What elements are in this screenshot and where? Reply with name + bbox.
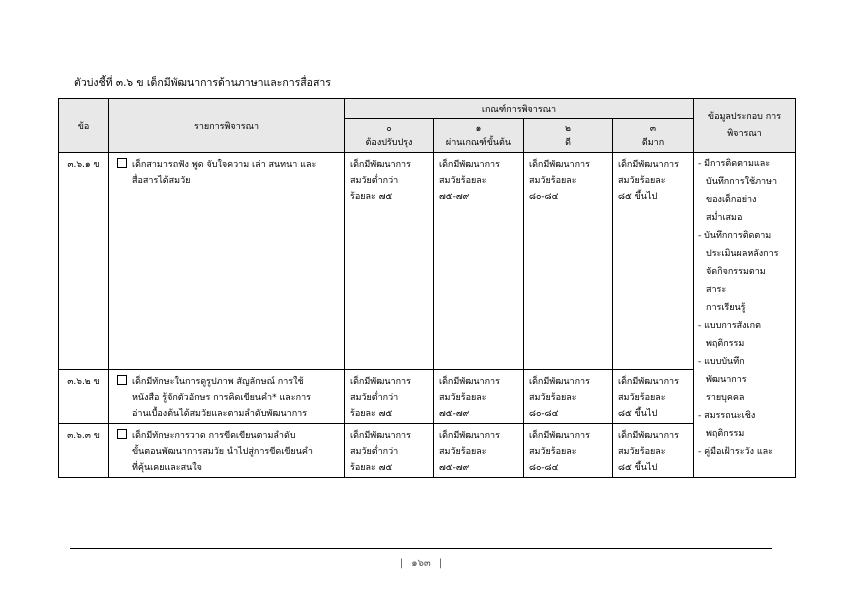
level-cell	[345, 153, 434, 370]
level-line: สมวัยต่ำกว่า	[350, 446, 399, 457]
level-line: สมวัยต่ำกว่า	[350, 392, 399, 403]
row-item	[109, 369, 345, 423]
level-score: ๓	[649, 123, 657, 134]
level-line: เด็กมีพัฒนาการ	[350, 430, 411, 441]
table-row	[59, 369, 796, 423]
level-cell	[524, 369, 613, 423]
level-line: ร้อยละ ๗๕	[350, 462, 393, 473]
note-line: รายบุคคล	[706, 393, 745, 404]
level-cell	[434, 423, 524, 477]
level-line: เด็กมีพัฒนาการ	[618, 430, 679, 441]
level-line: สมวัยร้อยละ	[439, 446, 487, 457]
level-cell	[434, 153, 524, 370]
level-label: ต้องปรับปรุง	[365, 137, 413, 148]
level-cell	[434, 369, 524, 423]
item-line: ที่คุ้นเคยและสนใจ	[132, 462, 202, 473]
level-line: ๗๕-๗๙	[439, 408, 470, 419]
note-line: สม่ำเสมอ	[706, 213, 743, 224]
level-line: ๘๕ ขึ้นไป	[618, 408, 658, 419]
row-code: ๓.๖.๑ ข	[59, 153, 109, 370]
level-line: เด็กมีพัฒนาการ	[618, 376, 679, 387]
level-score: ๑	[475, 123, 482, 134]
level-line: สมวัยร้อยละ	[439, 392, 487, 403]
level-line: เด็กมีพัฒนาการ	[439, 160, 500, 171]
level-line: สมวัยร้อยละ	[439, 176, 487, 187]
level-line: สมวัยร้อยละ	[529, 446, 577, 457]
level-line: สมวัยร้อยละ	[618, 176, 666, 187]
level-score: ๒	[565, 123, 571, 134]
note-line: สาระ	[706, 285, 727, 296]
page-number	[0, 556, 842, 571]
level-line: เด็กมีพัฒนาการ	[618, 160, 679, 171]
header-code: ข้อ	[59, 99, 109, 153]
level-cell	[345, 369, 434, 423]
note-line: - มีการติดตามและ	[698, 159, 771, 170]
item-line: ขั้นตอนพัฒนาการสมวัย นำไปสู่การขีดเขียนคำ	[132, 446, 313, 457]
level-line: ๗๕-๗๙	[439, 192, 470, 203]
row-item	[109, 153, 345, 370]
level-cell	[345, 423, 434, 477]
item-line: หนังสือ รู้จักตัวอักษร การคิดเขียนคำ* และการ	[132, 392, 311, 403]
item-line: เด็กสามารถฟัง พูด จับใจความ เล่า สนทนา และ	[132, 160, 317, 171]
item-line: สื่อสารได้สมวัย	[132, 176, 191, 187]
page-title: ตัวบ่งชี้ที่ ๓.๖ ข เด็กมีพัฒนาการด้านภาษาและการสื่อสาร	[74, 77, 331, 89]
row-code: ๓.๖.๒ ข	[59, 369, 109, 423]
level-label: ดี	[565, 137, 571, 148]
level-line: เด็กมีพัฒนาการ	[439, 376, 500, 387]
level-line: สมวัยร้อยละ	[618, 446, 666, 457]
level-line: สมวัยร้อยละ	[529, 176, 577, 187]
note-line: ของเด็กอย่าง	[706, 195, 757, 206]
header-item: รายการพิจารณา	[109, 99, 345, 153]
level-line: สมวัยร้อยละ	[618, 392, 666, 403]
header-level-3	[613, 119, 694, 153]
level-line: ๘๕ ขึ้นไป	[618, 462, 658, 473]
level-line: ๘๕ ขึ้นไป	[618, 192, 658, 203]
row-code: ๓.๖.๓ ข	[59, 423, 109, 477]
level-line: เด็กมีพัฒนาการ	[529, 376, 590, 387]
page-number-bar: |	[438, 558, 443, 569]
level-cell	[613, 369, 694, 423]
note-line: พฤติกรรม	[706, 339, 745, 350]
footer-divider	[70, 548, 772, 549]
header-notes: ข้อมูลประกอบ การพิจารณา	[694, 99, 796, 153]
header-criteria-group: เกณฑ์การพิจารณา	[345, 99, 694, 119]
level-score: ๐	[386, 123, 392, 134]
page-number-text: ๑๖๓	[411, 558, 431, 569]
note-line: - สมรรถนะเชิง	[698, 411, 756, 422]
item-line: เด็กมีทักษะในการดูรูปภาพ สัญลักษณ์ การใช้	[132, 376, 304, 387]
level-line: ๘๐-๘๔	[529, 408, 559, 419]
note-line: - คู่มือเฝ้าระวัง และ	[698, 447, 773, 458]
note-line: พัฒนาการ	[706, 375, 747, 386]
level-line: เด็กมีพัฒนาการ	[350, 376, 411, 387]
header-level-1	[434, 119, 524, 153]
notes-cell	[694, 153, 796, 478]
checkbox-icon[interactable]	[117, 158, 127, 168]
level-line: เด็กมีพัฒนาการ	[529, 160, 590, 171]
level-cell	[524, 153, 613, 370]
note-line: การเรียนรู้	[706, 303, 746, 314]
level-cell	[613, 153, 694, 370]
note-line: พฤติกรรม	[706, 429, 745, 440]
level-line: สมวัยต่ำกว่า	[350, 176, 399, 187]
item-line: อ่านเบื้องต้นได้สมวัยและตามลำดับพัฒนาการ	[132, 408, 308, 419]
page-number-bar: |	[399, 558, 404, 569]
note-line: ประเมินผลหลังการ	[706, 249, 779, 260]
level-line: เด็กมีพัฒนาการ	[529, 430, 590, 441]
table-row	[59, 423, 796, 477]
level-line: สมวัยร้อยละ	[529, 392, 577, 403]
table-row	[59, 153, 796, 370]
level-label: ดีมาก	[641, 137, 665, 148]
level-label: ผ่านเกณฑ์ขั้นต้น	[445, 137, 512, 148]
checkbox-icon[interactable]	[117, 375, 127, 385]
criteria-table	[58, 98, 796, 478]
note-line: จัดกิจกรรมตาม	[706, 267, 766, 278]
note-line: บันทึกการใช้ภาษา	[706, 177, 778, 188]
row-item	[109, 423, 345, 477]
level-line: ๘๐-๘๔	[529, 192, 559, 203]
level-cell	[613, 423, 694, 477]
level-line: ร้อยละ ๗๕	[350, 192, 393, 203]
note-line: - แบบบันทึก	[698, 357, 745, 368]
level-line: ๗๕-๗๙	[439, 462, 470, 473]
header-level-2	[524, 119, 613, 153]
note-line: - บันทึกการติดตาม	[698, 231, 772, 242]
note-line: - แบบการสังเกต	[698, 321, 761, 332]
item-line: เด็กมีทักษะการวาด การขีดเขียนตามลำดับ	[132, 430, 296, 441]
level-line: เด็กมีพัฒนาการ	[439, 430, 500, 441]
level-cell	[524, 423, 613, 477]
header-level-0	[345, 119, 434, 153]
level-line: ๘๐-๘๔	[529, 462, 559, 473]
checkbox-icon[interactable]	[117, 429, 127, 439]
level-line: เด็กมีพัฒนาการ	[350, 160, 411, 171]
level-line: ร้อยละ ๗๕	[350, 408, 393, 419]
